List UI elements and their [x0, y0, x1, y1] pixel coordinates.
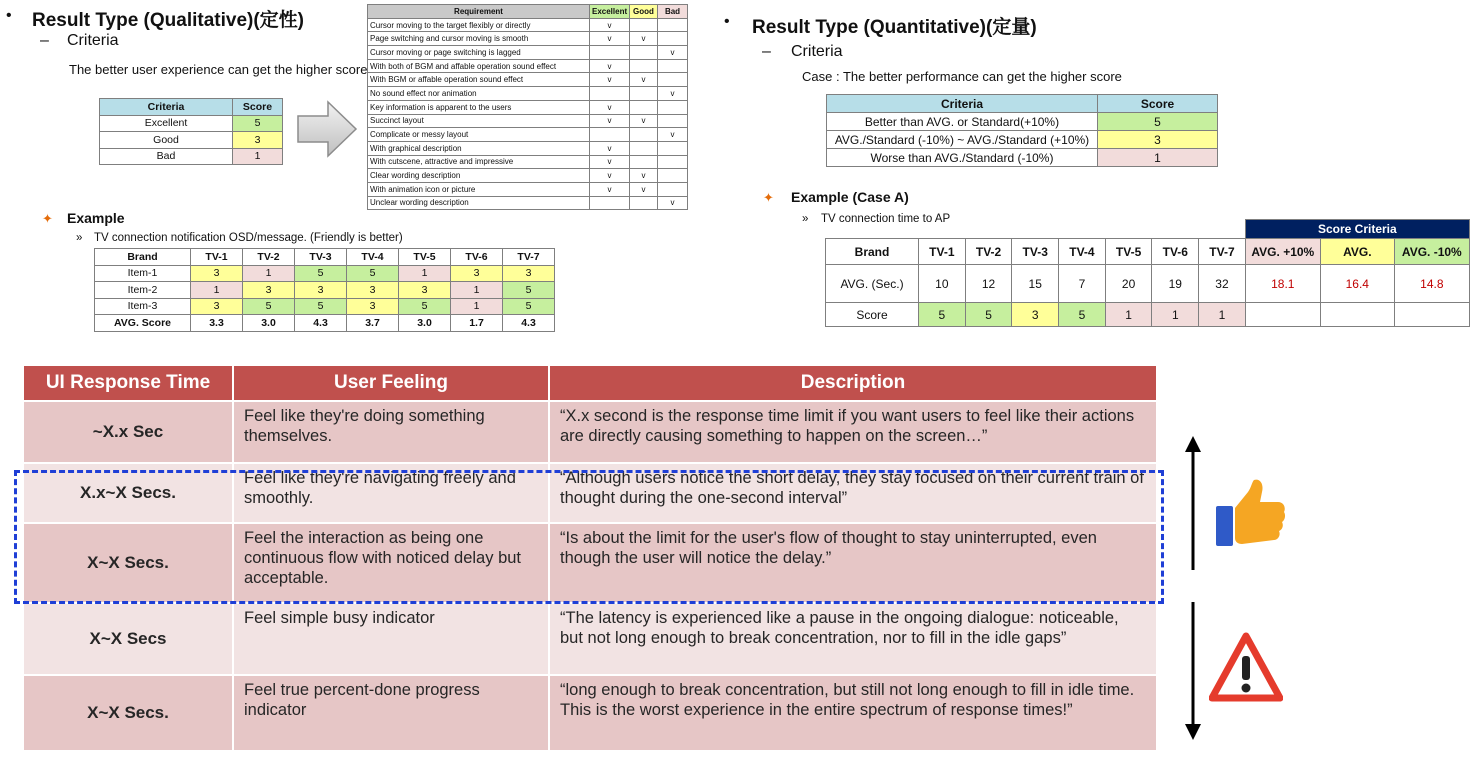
- score-cell: 3: [503, 265, 555, 282]
- bad-check-cell: [658, 182, 688, 196]
- value-cell: 12: [965, 265, 1012, 303]
- value-cell: 16.4: [1320, 265, 1394, 303]
- value-cell: 19: [1152, 265, 1199, 303]
- excellent-check-cell: [590, 46, 630, 60]
- good-check-cell: [630, 18, 658, 32]
- excellent-check-cell: v: [590, 73, 630, 87]
- avg-score-cell: 3.3: [191, 315, 243, 332]
- table-row: [95, 265, 555, 282]
- score-cell: 3: [1012, 303, 1059, 327]
- table-header: TV-5: [1105, 239, 1152, 265]
- table-header: TV-4: [347, 249, 399, 266]
- bad-check-cell: [658, 155, 688, 169]
- requirement-cell: Unclear wording description: [368, 196, 590, 210]
- table-header: TV-4: [1059, 239, 1106, 265]
- table-header: Criteria: [827, 95, 1098, 113]
- bad-check-cell: [658, 141, 688, 155]
- table-row: [368, 169, 688, 183]
- response-time-cell: ~X.x Sec: [24, 402, 234, 464]
- good-check-cell: [630, 128, 658, 142]
- table-header: Description: [550, 366, 1158, 402]
- table-header: Good: [630, 5, 658, 19]
- table-row: [368, 141, 688, 155]
- value-cell: 10: [919, 265, 966, 303]
- example-case-a-title: Example (Case A): [791, 189, 909, 205]
- table-header: TV-6: [451, 249, 503, 266]
- avg-score-cell: 3.7: [347, 315, 399, 332]
- table-row: [827, 131, 1218, 149]
- score-cell: 1: [1199, 303, 1246, 327]
- dash: –: [40, 32, 49, 49]
- table-header: Score: [233, 99, 283, 116]
- empty-cell: [1320, 303, 1394, 327]
- score-cell: 3: [451, 265, 503, 282]
- bullet-dot: •: [724, 13, 730, 30]
- qualitative-title: Result Type (Qualitative)(定性): [32, 10, 305, 31]
- value-cell: 15: [1012, 265, 1059, 303]
- score-cell: 1: [399, 265, 451, 282]
- score-cell: 5: [1059, 303, 1106, 327]
- bad-check-cell: v: [658, 128, 688, 142]
- criteria-label: Criteria: [67, 32, 119, 49]
- case-description: Case : The better performance can get the higher score: [802, 69, 1122, 84]
- score-cell: 3: [347, 282, 399, 299]
- empty-cell: [1245, 303, 1320, 327]
- table-header: AVG. -10%: [1394, 239, 1469, 265]
- score-cell: 5: [347, 265, 399, 282]
- bullet-dot: •: [6, 7, 12, 24]
- score-criteria-header: Score Criteria: [1245, 220, 1469, 239]
- avg-score-cell: 3.0: [399, 315, 451, 332]
- table-header: UI Response Time: [24, 366, 234, 402]
- score-cell: 3: [243, 282, 295, 299]
- highlight-dashed-box: [14, 470, 1164, 604]
- example-table: [94, 248, 555, 332]
- score-cell: 5: [295, 265, 347, 282]
- table-row: [827, 149, 1218, 167]
- score-cell: 1: [451, 298, 503, 315]
- table-row: [100, 115, 283, 132]
- criteria-cell: Better than AVG. or Standard(+10%): [827, 113, 1098, 131]
- table-row: [368, 155, 688, 169]
- qualitative-criteria-table: [99, 98, 283, 165]
- criteria-cell: Good: [100, 132, 233, 149]
- bad-check-cell: v: [658, 46, 688, 60]
- item-label: Item-3: [95, 298, 191, 315]
- good-check-cell: v: [630, 182, 658, 196]
- star-bullet-icon: ✦: [42, 211, 53, 226]
- case-a-table: [825, 219, 1470, 327]
- table-row: [100, 132, 283, 149]
- item-label: Item-1: [95, 265, 191, 282]
- score-cell: 5: [233, 115, 283, 132]
- table-header: TV-7: [503, 249, 555, 266]
- table-header: TV-2: [243, 249, 295, 266]
- score-cell: 1: [1098, 149, 1218, 167]
- table-row: [368, 114, 688, 128]
- score-cell: 5: [1098, 113, 1218, 131]
- score-cell: 5: [919, 303, 966, 327]
- table-row: [827, 113, 1218, 131]
- table-row: [368, 59, 688, 73]
- score-cell: 3: [233, 132, 283, 149]
- requirement-cell: No sound effect nor animation: [368, 87, 590, 101]
- good-check-cell: v: [630, 169, 658, 183]
- table-row: [368, 182, 688, 196]
- criteria-cell: AVG./Standard (-10%) ~ AVG./Standard (+10%): [827, 131, 1098, 149]
- requirement-cell: With cutscene, attractive and impressive: [368, 155, 590, 169]
- excellent-check-cell: v: [590, 32, 630, 46]
- avg-score-cell: 3.0: [243, 315, 295, 332]
- avg-score-cell: 4.3: [503, 315, 555, 332]
- requirement-cell: Complicate or messy layout: [368, 128, 590, 142]
- user-feeling-cell: Feel the interaction as being one continuous flow with noticed delay but acceptable.: [234, 524, 550, 604]
- table-header: TV-3: [295, 249, 347, 266]
- response-time-cell: X~X Secs.: [24, 524, 234, 604]
- excellent-check-cell: v: [590, 169, 630, 183]
- score-cell: 1: [243, 265, 295, 282]
- excellent-check-cell: [590, 128, 630, 142]
- good-check-cell: [630, 46, 658, 60]
- qualitative-description: The better user experience can get the higher score: [69, 62, 368, 77]
- bad-check-cell: [658, 32, 688, 46]
- description-cell: “X.x second is the response time limit if you want users to feel like their actions are directly causing something to happen on the screen…”: [550, 402, 1158, 464]
- score-cell: 1: [451, 282, 503, 299]
- table-row: [100, 148, 283, 165]
- requirement-cell: With both of BGM and affable operation sound effect: [368, 59, 590, 73]
- table-row: [368, 196, 688, 210]
- table-header: TV-1: [191, 249, 243, 266]
- star-bullet-icon: ✦: [763, 190, 774, 205]
- score-cell: 1: [233, 148, 283, 165]
- bad-check-cell: [658, 169, 688, 183]
- table-row: [24, 676, 1158, 752]
- requirement-cell: Page switching and cursor moving is smooth: [368, 32, 590, 46]
- bad-check-cell: v: [658, 196, 688, 210]
- avg-score-row: [95, 315, 555, 332]
- good-check-cell: v: [630, 73, 658, 87]
- thumbs-up-icon: [1214, 478, 1288, 548]
- description-cell: “long enough to break concentration, but still not long enough to fill in idle time. This is the worst experience in the entire spectrum of response times!”: [550, 676, 1158, 752]
- score-cell: 5: [503, 282, 555, 299]
- bad-check-cell: [658, 100, 688, 114]
- user-feeling-cell: Feel like they're doing something themselves.: [234, 402, 550, 464]
- score-cell: 3: [1098, 131, 1218, 149]
- good-check-cell: [630, 141, 658, 155]
- table-row: [95, 282, 555, 299]
- table-header: TV-1: [919, 239, 966, 265]
- score-cell: 5: [295, 298, 347, 315]
- value-cell: 20: [1105, 265, 1152, 303]
- value-cell: 18.1: [1245, 265, 1320, 303]
- description-cell: “Although users notice the short delay, they stay focused on their current train of thought during the one-second interval”: [550, 464, 1158, 524]
- example-case-a-description: TV connection time to AP: [821, 213, 951, 225]
- good-check-cell: [630, 87, 658, 101]
- requirement-cell: Key information is apparent to the users: [368, 100, 590, 114]
- table-header: Criteria: [100, 99, 233, 116]
- sub-bullet: »: [802, 213, 809, 225]
- criteria-label: Criteria: [791, 43, 843, 60]
- table-header: Bad: [658, 5, 688, 19]
- table-header: AVG. +10%: [1245, 239, 1320, 265]
- excellent-check-cell: v: [590, 18, 630, 32]
- criteria-cell: Worse than AVG./Standard (-10%): [827, 149, 1098, 167]
- score-cell: 3: [399, 282, 451, 299]
- score-cell: 1: [191, 282, 243, 299]
- avg-score-label: AVG. Score: [95, 315, 191, 332]
- avg-score-cell: 1.7: [451, 315, 503, 332]
- table-header: Excellent: [590, 5, 630, 19]
- excellent-check-cell: [590, 196, 630, 210]
- excellent-check-cell: v: [590, 100, 630, 114]
- arrow-down-icon: [1183, 600, 1203, 740]
- user-feeling-cell: Feel like they're navigating freely and smoothly.: [234, 464, 550, 524]
- arrow-right-icon: [296, 100, 358, 158]
- dash: –: [762, 43, 771, 60]
- excellent-check-cell: v: [590, 114, 630, 128]
- table-header: Requirement: [368, 5, 590, 19]
- table-row: [24, 402, 1158, 464]
- bad-check-cell: v: [658, 87, 688, 101]
- good-check-cell: v: [630, 114, 658, 128]
- good-check-cell: [630, 100, 658, 114]
- arrow-up-icon: [1183, 436, 1203, 572]
- table-header: TV-3: [1012, 239, 1059, 265]
- description-cell: “The latency is experienced like a pause in the ongoing dialogue: noticeable, but not long enough to break concentration, nor to fill in the idle gaps”: [550, 604, 1158, 676]
- requirement-cell: With BGM or affable operation sound effect: [368, 73, 590, 87]
- requirement-cell: With animation icon or picture: [368, 182, 590, 196]
- avg-score-cell: 4.3: [295, 315, 347, 332]
- excellent-check-cell: v: [590, 155, 630, 169]
- score-cell: 5: [503, 298, 555, 315]
- score-cell: 5: [965, 303, 1012, 327]
- requirement-cell: Clear wording description: [368, 169, 590, 183]
- user-feeling-cell: Feel true percent-done progress indicator: [234, 676, 550, 752]
- bad-check-cell: [658, 114, 688, 128]
- table-row: [368, 73, 688, 87]
- excellent-check-cell: v: [590, 182, 630, 196]
- table-header: TV-5: [399, 249, 451, 266]
- bad-check-cell: [658, 18, 688, 32]
- score-cell: 3: [295, 282, 347, 299]
- table-header: TV-7: [1199, 239, 1246, 265]
- table-header: Brand: [826, 239, 919, 265]
- requirement-cell: With graphical description: [368, 141, 590, 155]
- item-label: Item-2: [95, 282, 191, 299]
- excellent-check-cell: v: [590, 59, 630, 73]
- example-title: Example: [67, 210, 125, 226]
- table-row: [826, 265, 1470, 303]
- table-row: [24, 604, 1158, 676]
- empty-cell: [1394, 303, 1469, 327]
- table-row: [368, 32, 688, 46]
- criteria-cell: Bad: [100, 148, 233, 165]
- row-label: AVG. (Sec.): [826, 265, 919, 303]
- table-header: User Feeling: [234, 366, 550, 402]
- score-cell: 5: [399, 298, 451, 315]
- requirement-cell: Cursor moving or page switching is lagged: [368, 46, 590, 60]
- table-row: [368, 87, 688, 101]
- score-cell: 1: [1105, 303, 1152, 327]
- response-time-cell: X.x~X Secs.: [24, 464, 234, 524]
- good-check-cell: v: [630, 32, 658, 46]
- user-feeling-cell: Feel simple busy indicator: [234, 604, 550, 676]
- good-check-cell: [630, 196, 658, 210]
- example-description: TV connection notification OSD/message. (Friendly is better): [94, 232, 403, 244]
- sub-bullet: »: [76, 232, 83, 244]
- excellent-check-cell: [590, 87, 630, 101]
- requirement-cell: Succinct layout: [368, 114, 590, 128]
- table-header: AVG.: [1320, 239, 1394, 265]
- table-header: Brand: [95, 249, 191, 266]
- response-time-cell: X~X Secs.: [24, 676, 234, 752]
- score-cell: 5: [243, 298, 295, 315]
- good-check-cell: [630, 59, 658, 73]
- row-label: Score: [826, 303, 919, 327]
- requirement-cell: Cursor moving to the target flexibly or directly: [368, 18, 590, 32]
- criteria-cell: Excellent: [100, 115, 233, 132]
- value-cell: 14.8: [1394, 265, 1469, 303]
- score-cell: 3: [347, 298, 399, 315]
- spacer-cell: [826, 220, 1246, 239]
- good-check-cell: [630, 155, 658, 169]
- table-row: [368, 100, 688, 114]
- table-header: TV-6: [1152, 239, 1199, 265]
- table-row: [368, 46, 688, 60]
- score-cell: 3: [191, 265, 243, 282]
- quantitative-title: Result Type (Quantitative)(定量): [752, 17, 1037, 38]
- table-row: [826, 303, 1470, 327]
- table-row: [368, 18, 688, 32]
- table-row: [95, 298, 555, 315]
- bad-check-cell: [658, 73, 688, 87]
- excellent-check-cell: v: [590, 141, 630, 155]
- score-cell: 1: [1152, 303, 1199, 327]
- quantitative-criteria-table: [826, 94, 1218, 167]
- requirement-table: [367, 4, 688, 210]
- warning-icon: [1209, 632, 1283, 702]
- table-header: TV-2: [965, 239, 1012, 265]
- score-cell: 3: [191, 298, 243, 315]
- description-cell: “Is about the limit for the user's flow of thought to stay uninterrupted, even though the user will notice the delay.”: [550, 524, 1158, 604]
- value-cell: 32: [1199, 265, 1246, 303]
- response-time-cell: X~X Secs: [24, 604, 234, 676]
- table-row: [368, 128, 688, 142]
- value-cell: 7: [1059, 265, 1106, 303]
- bad-check-cell: [658, 59, 688, 73]
- table-header: Score: [1098, 95, 1218, 113]
